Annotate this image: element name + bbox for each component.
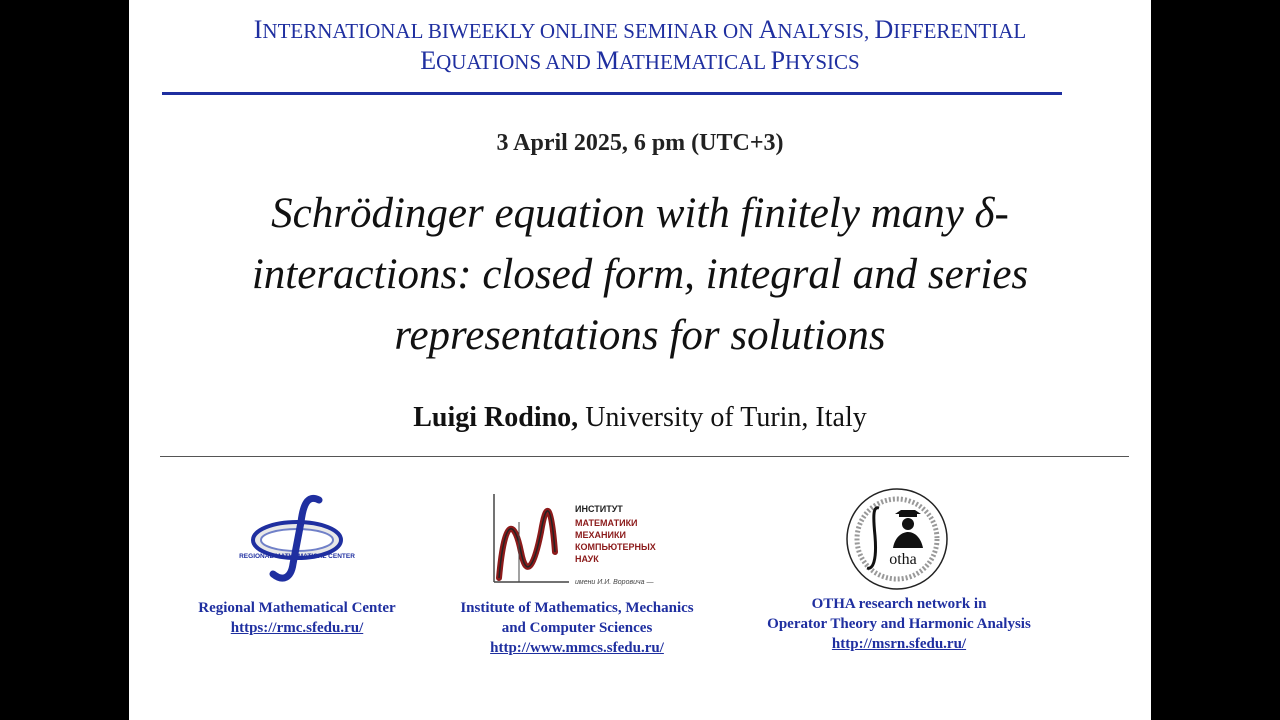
series-cap: E: [420, 46, 437, 76]
partner-link[interactable]: https://rmc.sfedu.ru/: [230, 620, 364, 636]
rmc-logo: [239, 492, 355, 586]
talk-date: 3 April 2025, 6 pm (UTC+3): [496, 130, 784, 156]
speaker-affiliation: University of Turin, Italy: [578, 402, 867, 433]
series-cap: P: [770, 46, 786, 76]
talk-title-line-1: Schrödinger equation with finitely many δ-: [271, 190, 1009, 237]
mmcs-logo: [491, 492, 671, 588]
mmcs-logo-line-3: МЕХАНИКИ: [575, 530, 626, 540]
series-line-1: [129, 14, 1151, 45]
footer-divider: [160, 456, 1129, 457]
mmcs-logo-line-1: ИНСТИТУТ: [575, 504, 623, 514]
rmc-logo-text: REGIONAL MATHEMATICAL CENTER: [239, 553, 355, 560]
series-cap: M: [595, 46, 620, 76]
mmcs-logo-line-2: МАТЕМАТИКИ: [575, 518, 638, 528]
header-divider: [162, 92, 1062, 95]
mmcs-logo-line-5: НАУК: [575, 554, 599, 564]
partner-mmcs: [429, 598, 725, 658]
slide: [129, 0, 1151, 720]
series-cap: D: [874, 15, 894, 44]
speaker-name: Luigi Rodino,: [413, 402, 579, 433]
otha-logo: [843, 486, 951, 592]
series-sc: IFFERENTIAL: [893, 19, 1027, 43]
partner-rmc: [169, 598, 425, 638]
series-sc: HYSICS: [785, 50, 860, 75]
partner-name-2: Operator Theory and Harmonic Analysis: [767, 616, 1031, 632]
series-cap: I: [253, 15, 263, 44]
seminar-series-title: [129, 14, 1151, 76]
otha-logo-text: otha: [889, 551, 917, 568]
speaker: [129, 402, 1151, 434]
partner-link[interactable]: http://msrn.sfedu.ru/: [831, 636, 967, 652]
partner-name-2: and Computer Sciences: [501, 620, 653, 636]
partner-name: Institute of Mathematics, Mechanics: [460, 600, 694, 616]
talk-title-line-3: representations for solutions: [394, 312, 886, 359]
partner-name: Regional Mathematical Center: [198, 600, 396, 616]
talk-title-line-2: interactions: closed form, integral and series: [251, 251, 1029, 298]
series-sc: QUATIONS AND: [436, 50, 596, 75]
mmcs-logo-line-4: КОМПЬЮТЕРНЫХ: [575, 542, 656, 552]
series-cap: A: [758, 15, 778, 44]
series-line-2: [129, 45, 1151, 76]
partner-otha: [729, 594, 1069, 654]
talk-title: [169, 183, 1111, 366]
partner-name: OTHA research network in: [811, 596, 987, 612]
series-sc: ATHEMATICAL: [619, 50, 771, 75]
partner-link[interactable]: http://www.mmcs.sfedu.ru/: [490, 640, 664, 656]
series-sc: NALYSIS,: [777, 19, 875, 43]
series-sc: NTERNATIONAL BIWEEKLY ONLINE SEMINAR ON: [262, 19, 759, 43]
mmcs-logo-line-6: имени И.И. Воровича —: [575, 579, 654, 586]
